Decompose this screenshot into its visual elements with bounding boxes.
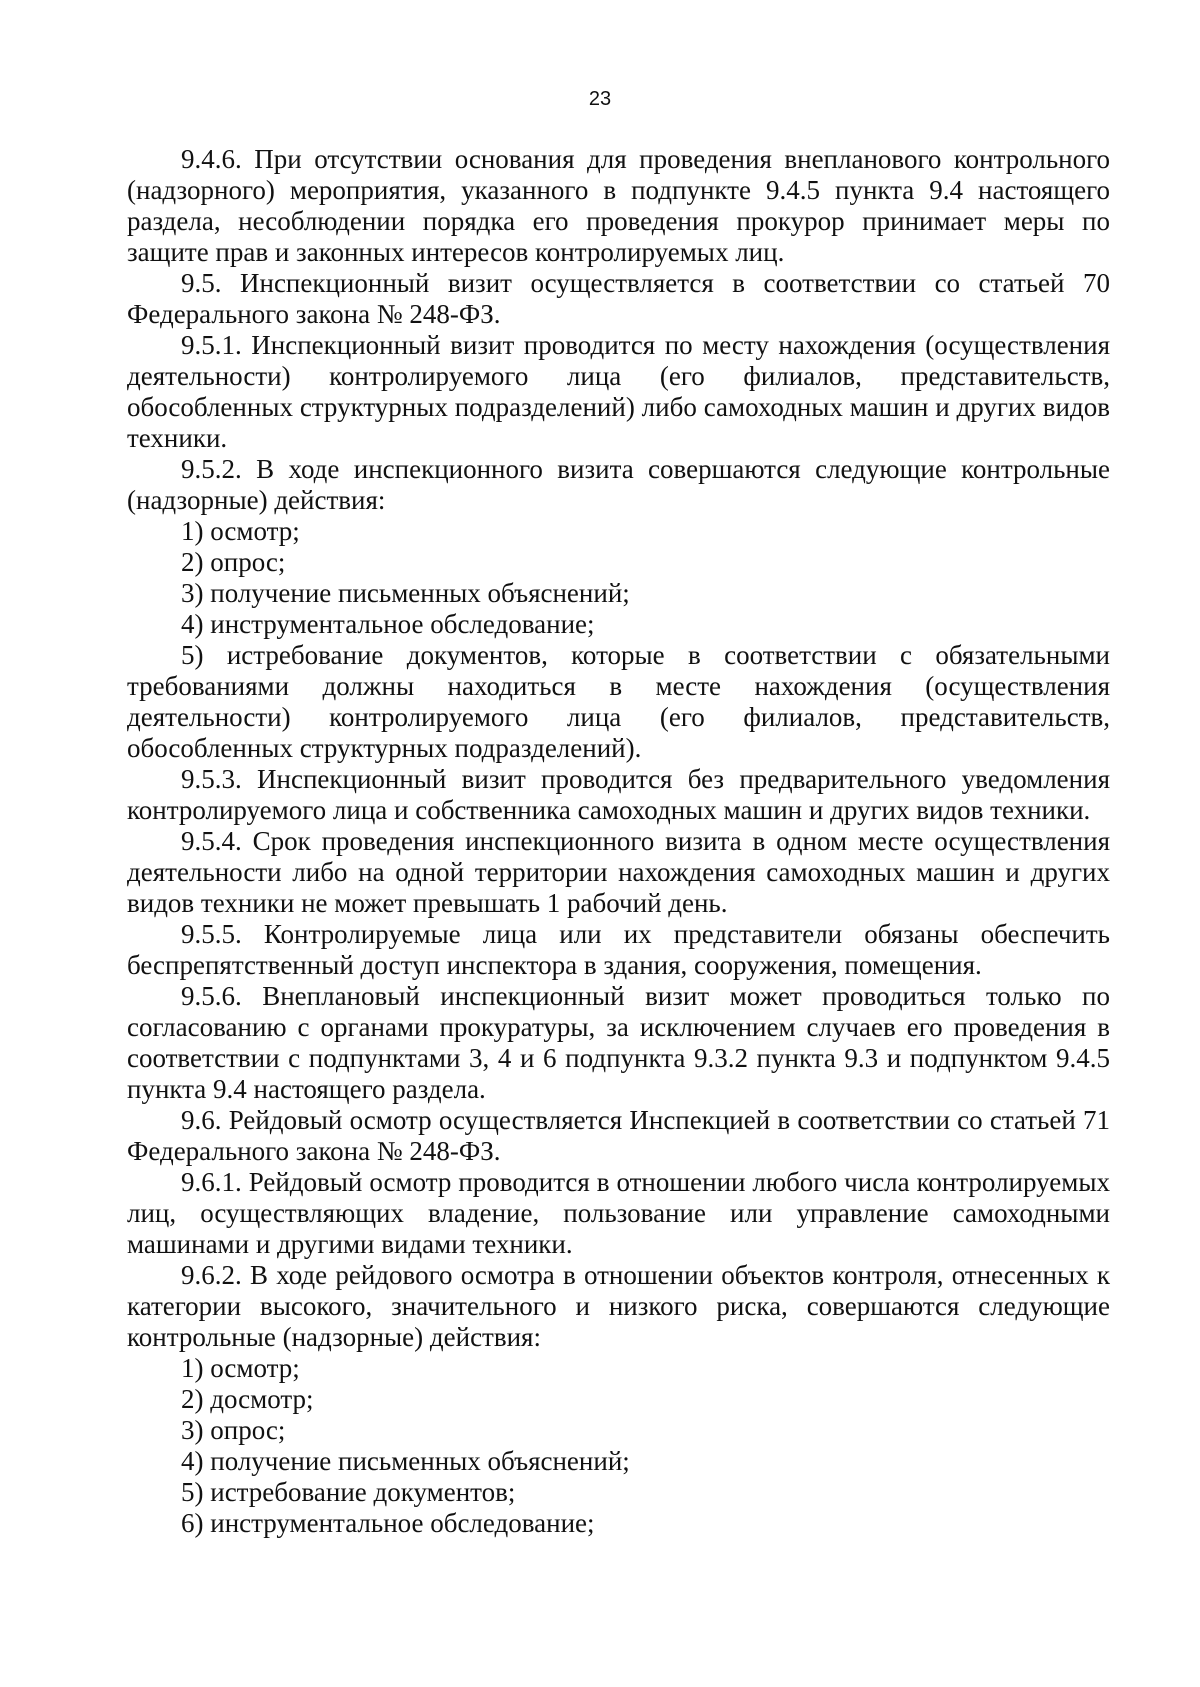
paragraph-9-5-6: 9.5.6. Внеплановый инспекционный визит может проводиться только по согласованию с органами прокуратуры, за исключением случаев его проведения в соответствии с подпунктами 3, 4 и 6 подпункта 9.3.2 пункта 9.3 и подпунктом 9.4.5 пункта 9.4 настоящего раздела. [127, 981, 1110, 1104]
list-item-raid-4: 4) получение письменных объяснений; [181, 1446, 630, 1476]
paragraph-9-5-1: 9.5.1. Инспекционный визит проводится по месту нахождения (осуществления деятельности) контролируемого лица (его филиалов, представительств, обособленных структурных подразделений) либо самоходных машин и других видов техники. [127, 330, 1110, 453]
page-number: 23 [588, 88, 612, 110]
paragraph-9-6-1: 9.6.1. Рейдовый осмотр проводится в отношении любого числа контролируемых лиц, осуществляющих владение, пользование или управление самоходными машинами и другими видами техники. [127, 1167, 1110, 1259]
list-item-raid-5: 5) истребование документов; [181, 1477, 516, 1507]
list-item-raid-3: 3) опрос; [181, 1415, 286, 1445]
list-item-inspection-2: 2) опрос; [181, 547, 286, 577]
paragraph-9-4-6: 9.4.6. При отсутствии основания для проведения внепланового контрольного (надзорного) мероприятия, указанного в подпункте 9.4.5 пункта 9.4 настоящего раздела, несоблюдении порядка его проведения прокурор принимает меры по защите прав и законных интересов контролируемых лиц. [127, 144, 1110, 267]
list-item-inspection-5: 5) истребование документов, которые в соответствии с обязательными требованиями должны находиться в месте нахождения (осуществления деятельности) контролируемого лица (его филиалов, представительств, обособленных структурных подразделений). [127, 640, 1110, 763]
list-item-raid-6: 6) инструментальное обследование; [181, 1508, 595, 1538]
list-item-raid-1: 1) осмотр; [181, 1353, 300, 1383]
list-item-inspection-4: 4) инструментальное обследование; [181, 609, 595, 639]
paragraph-9-5-4: 9.5.4. Срок проведения инспекционного визита в одном месте осуществления деятельности либо на одной территории нахождения самоходных машин и других видов техники не может превышать 1 рабочий день. [127, 826, 1110, 918]
paragraph-9-5-5: 9.5.5. Контролируемые лица или их представители обязаны обеспечить беспрепятственный доступ инспектора в здания, сооружения, помещения. [127, 919, 1110, 980]
document-body [127, 144, 1110, 1539]
list-item-raid-2: 2) досмотр; [181, 1384, 314, 1414]
list-item-inspection-1: 1) осмотр; [181, 516, 300, 546]
list-item-inspection-3: 3) получение письменных объяснений; [181, 578, 630, 608]
paragraph-9-5: 9.5. Инспекционный визит осуществляется в соответствии со статьей 70 Федерального закона № 248-ФЗ. [127, 268, 1110, 329]
paragraph-9-5-3: 9.5.3. Инспекционный визит проводится без предварительного уведомления контролируемого лица и собственника самоходных машин и других видов техники. [127, 764, 1110, 825]
paragraph-9-6: 9.6. Рейдовый осмотр осуществляется Инспекцией в соответствии со статьей 71 Федерального закона № 248-ФЗ. [127, 1105, 1110, 1166]
paragraph-9-5-2: 9.5.2. В ходе инспекционного визита совершаются следующие контрольные (надзорные) действия: [127, 454, 1110, 515]
paragraph-9-6-2: 9.6.2. В ходе рейдового осмотра в отношении объектов контроля, отнесенных к категории высокого, значительного и низкого риска, совершаются следующие контрольные (надзорные) действия: [127, 1260, 1110, 1352]
